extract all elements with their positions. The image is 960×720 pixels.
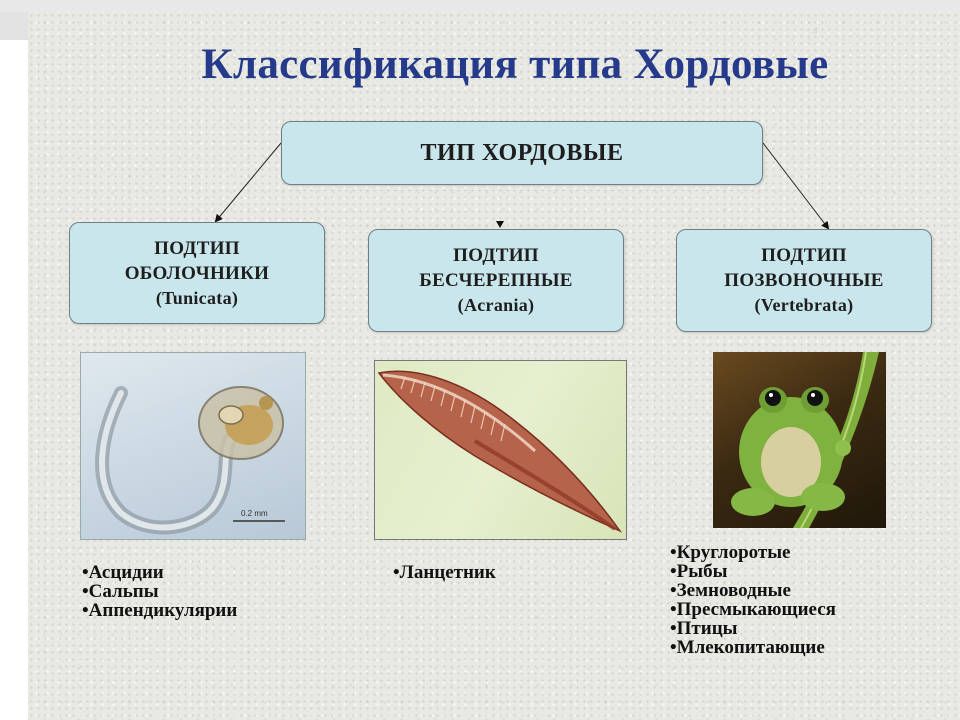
lancelet-drawing [375,361,626,539]
list-item: • Пресмыкающиеся [670,600,836,619]
list-item: • Круглоротые [670,543,836,562]
subtype-acrania-line2: БЕСЧЕРЕПНЫЕ [419,270,573,291]
list-item: • Млекопитающие [670,638,836,657]
list-item: • Сальпы [82,582,237,601]
list-item: • Ланцетник [393,563,496,582]
phylum-label: ТИП ХОРДОВЫЕ [420,139,624,166]
phylum-chordata-box [281,121,763,185]
subtype-tunicata-line2: ОБОЛОЧНИКИ [124,262,270,284]
subtype-tunicata-line1: ПОДТИП [154,237,240,259]
acrania-list [393,563,496,582]
subtype-acrania-latin: (Acrania) [457,295,535,315]
slide-number: 4 [812,26,818,37]
list-item: • Аппендикулярии [82,601,237,620]
subtype-vertebrata-line2: ПОЗВОНОЧНЫЕ [724,270,884,291]
lancelet-image [374,360,627,540]
subtype-vertebrata-line1: ПОДТИП [761,245,847,266]
subtype-vertebrata-box [676,229,932,332]
list-item: • Рыбы [670,562,836,581]
list-item: • Птицы [670,619,836,638]
subtype-vertebrata-latin: (Vertebrata) [754,295,854,315]
subtype-tunicata-latin: (Tunicata) [155,287,239,308]
tunicate-larva-drawing [81,353,305,539]
tunicate-larva-image [80,352,306,540]
list-item: • Земноводные [670,581,836,600]
vertebrata-list [670,543,836,657]
subtype-acrania-line1: ПОДТИП [453,245,539,266]
list-item: • Асцидии [82,563,237,582]
slide-title: Классификация типа Хордовые [201,41,829,88]
subtype-acrania-box [368,229,624,332]
left-bar [0,12,30,40]
subtype-tunicata-box [69,222,325,324]
top-bar [0,0,960,12]
scale-bar-label: 0.2 mm [241,509,268,518]
tunicata-list [82,563,237,620]
frog-drawing [713,352,886,528]
frog-image [713,352,886,528]
